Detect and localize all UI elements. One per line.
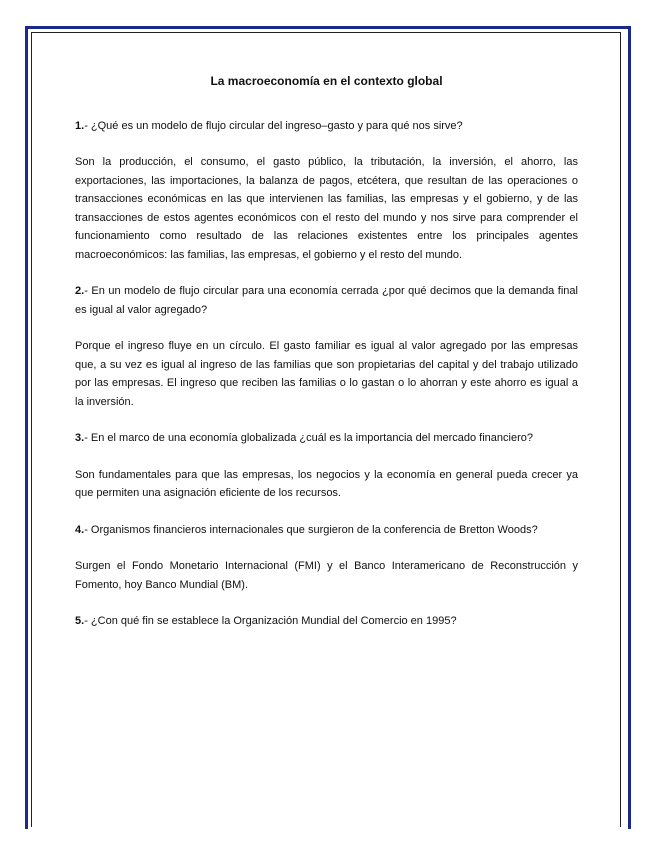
- question-text: - ¿Qué es un modelo de flujo circular del ingreso–gasto y para qué nos sirve?: [84, 119, 463, 132]
- question-4: [75, 521, 578, 540]
- question-text: - Organismos financieros internacionales que surgieron de la conferencia de Bretton Woods?: [84, 523, 538, 536]
- answer-3: Son fundamentales para que las empresas, los negocios y la economía en general pueda crecer ya que permiten una asignación eficiente de los recursos.: [75, 468, 578, 499]
- question-number: 3.: [75, 432, 85, 444]
- answer-1: Son la producción, el consumo, el gasto público, la tributación, la inversión, el ahorro, las exportaciones, las importaciones, la balanza de pagos, etcétera, que resultan de las operaciones o transacciones económicas en las que intervienen las familias, las empresas y el gobierno, y de las transacciones de estos agentes económicos con el resto del mundo y nos sirve para comprender el funcionamiento como resultado de las relaciones existentes entre los principales agentes macroeconómicos: las familias, las empresas, el gobierno y el resto del mundo.: [75, 156, 578, 261]
- question-5: [75, 612, 578, 631]
- answer-2: Porque el ingreso fluye en un círculo. El gasto familiar es igual al valor agregado por las empresas que, a su vez es igual al ingreso de las familias que son propietarias del capital y del trabajo utilizado por las empresas. El ingreso que reciben las familias o lo gastan o lo ahorran y este ahorro es igual a la inversión.: [75, 340, 578, 408]
- question-number: 4.: [75, 523, 85, 536]
- question-3: [75, 429, 578, 448]
- document-title: La macroeconomía en el contexto global: [210, 74, 443, 88]
- question-text: - En el marco de una economía globalizada ¿cuál es la importancia del mercado financiero?: [84, 432, 533, 444]
- question-text: - ¿Con qué fin se establece la Organización Mundial del Comercio en 1995?: [84, 615, 457, 627]
- question-number: 1.: [75, 119, 85, 132]
- question-1: [75, 117, 578, 136]
- question-text: - En un modelo de flujo circular para una economía cerrada ¿por qué decimos que la demanda final es igual al valor agregado?: [75, 285, 578, 316]
- question-2: [75, 282, 578, 319]
- question-number: 2.: [75, 285, 85, 297]
- question-number: 5.: [75, 615, 85, 627]
- document-body: [75, 72, 578, 649]
- answer-4: Surgen el Fondo Monetario Internacional (FMI) y el Banco Interamericano de Reconstrucción y Fomento, hoy Banco Mundial (BM).: [75, 560, 578, 591]
